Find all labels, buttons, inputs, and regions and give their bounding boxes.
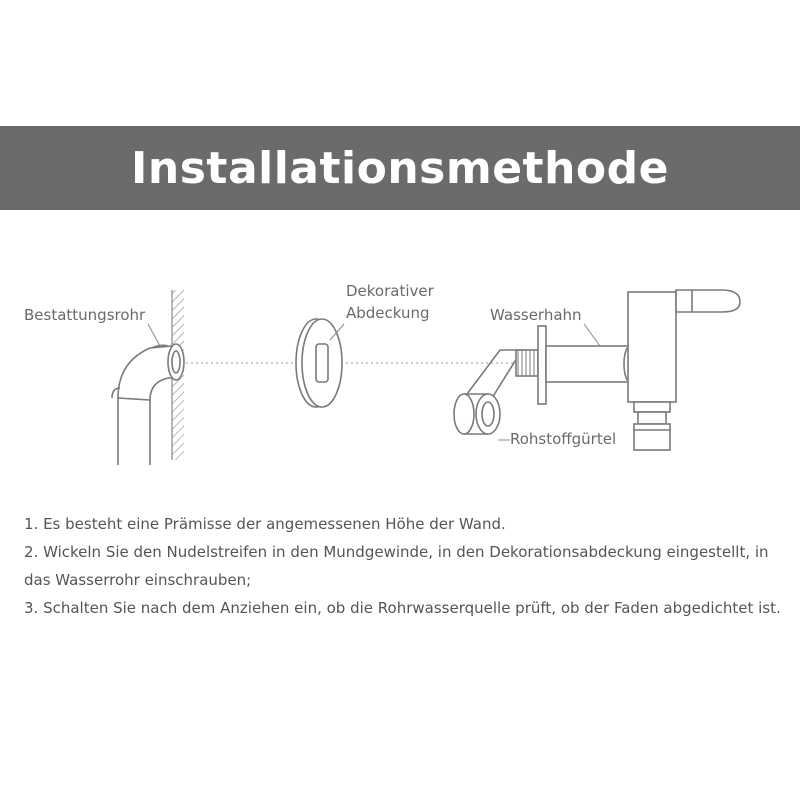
step-2-continued: das Wasserrohr einschrauben;: [24, 571, 252, 589]
label-tap: Wasserhahn: [490, 306, 582, 324]
label-cover-line2: Abdeckung: [346, 304, 430, 322]
decorative-cover: [296, 319, 342, 407]
diagram-drawing: [0, 270, 800, 490]
step-1: 1. Es besteht eine Prämisse der angemessenen Höhe der Wand.: [24, 515, 506, 533]
title-banner: [0, 126, 800, 210]
step-2: 2. Wickeln Sie den Nudelstreifen in den Mundgewinde, in den Dekorationsabdeckung eingestellt, in: [24, 543, 769, 561]
label-cover-line1: Dekorativer: [346, 282, 434, 300]
label-tape: Rohstoffgürtel: [510, 430, 617, 448]
step-3: 3. Schalten Sie nach dem Anziehen ein, ob die Rohrwasserquelle prüft, ob der Faden abgedichtet ist.: [24, 599, 781, 617]
instruction-steps: [24, 510, 794, 622]
label-pipe: Bestattungsrohr: [24, 306, 146, 324]
page-title: Installationsmethode: [131, 142, 669, 194]
leader-lines: [148, 324, 600, 440]
installation-diagram: [0, 270, 800, 490]
